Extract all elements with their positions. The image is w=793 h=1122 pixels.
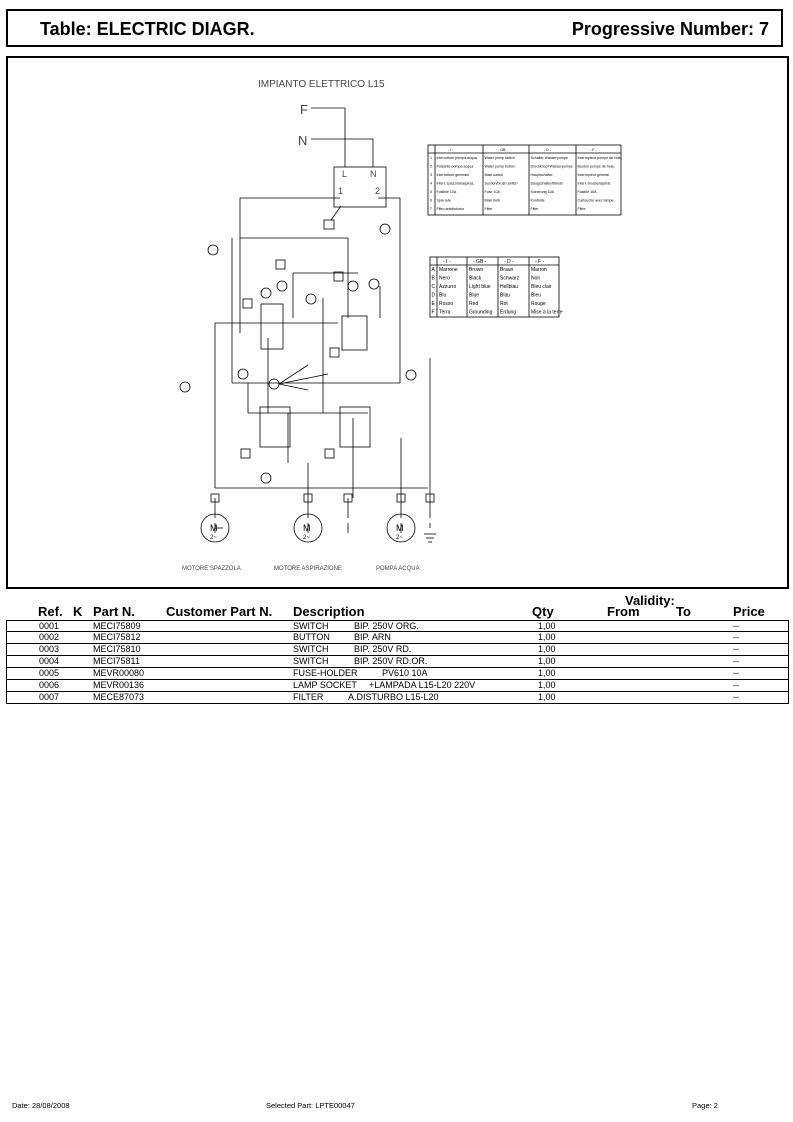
motor-phase-3: 2~ bbox=[396, 535, 403, 541]
color-table-cell: Marron bbox=[531, 267, 547, 273]
component-table-cell: 7 bbox=[430, 207, 432, 211]
component-table-cell: Interruttore pompa acqua bbox=[436, 156, 477, 160]
component-table-cell: Fusible 10A bbox=[577, 190, 597, 194]
ref-cell: 0002 bbox=[39, 632, 60, 642]
supply-label-n: N bbox=[298, 133, 308, 148]
col-to: To bbox=[676, 604, 691, 619]
ref-cell: 0003 bbox=[39, 644, 60, 654]
component-table-cell: 6 bbox=[430, 198, 432, 203]
color-table-cell: Blu bbox=[439, 292, 447, 299]
table-row bbox=[6, 668, 789, 680]
ref-cell: 0006 bbox=[39, 680, 60, 690]
color-table-cell: Bleu clair bbox=[531, 284, 552, 290]
component-table-cell: Pulsante pompa acqua bbox=[436, 164, 474, 169]
desc-detail-cell: A.DISTURBO L15-L20 bbox=[348, 692, 439, 702]
component-table-cell: Interruttore generale bbox=[436, 173, 470, 177]
progressive-number: Progressive Number: 7 bbox=[571, 19, 769, 39]
col-qty: Qty bbox=[532, 604, 554, 619]
component-table-cell: Water pump button bbox=[484, 164, 515, 169]
color-table-cell: Brown bbox=[469, 267, 484, 273]
terminal-label-1: 1 bbox=[338, 186, 344, 196]
part-cell: MECI75809 bbox=[93, 621, 141, 631]
desc-cell: SWITCH bbox=[293, 656, 329, 666]
motor-phase-1: 2~ bbox=[210, 535, 217, 541]
component-table-cell: Interrupteur pompe de l'eau bbox=[577, 156, 622, 160]
part-cell: MECE87073 bbox=[93, 692, 145, 702]
color-table-cell: Braun bbox=[500, 267, 514, 273]
qty-cell: 1,00 bbox=[538, 692, 556, 702]
footer-date: Date: 28/08/2008 bbox=[12, 1101, 70, 1110]
component-table-cell: Sicherung 10A bbox=[530, 190, 555, 194]
qty-cell: 1,00 bbox=[538, 656, 556, 666]
motor-symbol-2: M bbox=[303, 523, 311, 533]
color-table bbox=[432, 259, 563, 316]
component-table-cell: Hauptschalter bbox=[530, 173, 553, 177]
table-row bbox=[6, 692, 789, 704]
table-title: Table: ELECTRIC DIAGR. bbox=[40, 19, 255, 39]
footer-page: Page: 2 bbox=[692, 1101, 718, 1110]
color-table-cell: Terra bbox=[439, 309, 451, 316]
component-table-cell: Interrupteur general bbox=[577, 173, 610, 177]
price-cell: -- bbox=[733, 621, 739, 631]
component-table-cell: Fuse 10A bbox=[484, 190, 500, 194]
color-table-cell: Rot bbox=[500, 301, 508, 307]
color-table-cell: Mise a la terre bbox=[531, 309, 563, 316]
component-table-cell: Fusibile 10A bbox=[436, 190, 457, 194]
component-table bbox=[430, 148, 622, 211]
price-cell: -- bbox=[733, 656, 739, 666]
color-table-header: - GB - bbox=[473, 259, 487, 265]
qty-cell: 1,00 bbox=[538, 632, 556, 642]
color-table-cell: A bbox=[431, 267, 435, 273]
qty-cell: 1,00 bbox=[538, 668, 556, 678]
motor-phase-2: 2~ bbox=[303, 535, 310, 541]
price-cell: -- bbox=[733, 692, 739, 702]
component-table-cell: Water pump switch bbox=[484, 156, 515, 160]
motor-symbol-1: M bbox=[210, 523, 218, 533]
validity-label: Validity: bbox=[625, 593, 675, 608]
desc-cell: LAMP SOCKET bbox=[293, 680, 357, 690]
color-table-cell: Light blue bbox=[469, 284, 491, 290]
color-table-cell: Blue bbox=[469, 292, 480, 299]
color-table-header: - F - bbox=[535, 259, 545, 265]
ref-cell: 0001 bbox=[39, 621, 60, 631]
component-table-cell: Kontrolle bbox=[530, 198, 545, 203]
price-cell: -- bbox=[733, 632, 739, 642]
col-from: From bbox=[607, 604, 640, 619]
part-cell: MEVR00136 bbox=[93, 680, 145, 690]
col-k: K bbox=[73, 604, 83, 619]
table-row bbox=[6, 680, 789, 692]
part-cell: MEVR00080 bbox=[93, 668, 145, 678]
desc-detail-cell: PV610 10A bbox=[382, 668, 428, 678]
terminal-label-n: N bbox=[370, 169, 377, 179]
color-table-cell: Noir bbox=[531, 275, 541, 282]
electric-diagram bbox=[6, 56, 789, 589]
color-table-cell: B bbox=[431, 275, 435, 282]
col-ref: Ref. bbox=[38, 604, 63, 619]
component-table-cell: Saugschalter/Bürste bbox=[530, 181, 563, 186]
color-table-cell: Marrone bbox=[439, 267, 458, 273]
color-table-cell: Rouge bbox=[531, 301, 546, 307]
color-table-header: - D - bbox=[504, 259, 514, 265]
color-table-cell: E bbox=[431, 301, 435, 307]
price-cell: -- bbox=[733, 680, 739, 690]
motor-caption-suction: MOTORE ASPIRAZIONE bbox=[274, 566, 342, 572]
component-table-cell: 1 bbox=[430, 156, 432, 160]
motor-caption-pump: POMPA ACQUA bbox=[376, 566, 420, 572]
terminal-label-2: 2 bbox=[375, 186, 381, 196]
color-table-cell: F bbox=[431, 309, 435, 316]
component-table-header: - GB - bbox=[498, 148, 508, 152]
component-table-cell: Druckknopf Wasserpumpe bbox=[530, 164, 573, 169]
component-table-cell: 4 bbox=[430, 181, 432, 186]
component-table-cell: Main bulb bbox=[484, 198, 501, 203]
wiring-schematic bbox=[8, 58, 787, 587]
component-table-cell: Interr. spazzola/aspiraz. bbox=[436, 181, 475, 186]
supply-label-f: F bbox=[300, 102, 308, 117]
component-table-header: - D - bbox=[544, 148, 551, 152]
desc-cell: SWITCH bbox=[293, 644, 329, 654]
color-table-cell: Blau bbox=[500, 292, 511, 299]
component-table-cell: Interr. brosse/aspirat. bbox=[577, 181, 612, 186]
component-table-cell: 5 bbox=[430, 190, 432, 194]
ref-cell: 0004 bbox=[39, 656, 60, 666]
price-cell: -- bbox=[733, 644, 739, 654]
color-table-cell: Bleu bbox=[531, 292, 542, 299]
part-cell: MECI75812 bbox=[93, 632, 141, 642]
component-table-cell: Spia rete bbox=[436, 198, 451, 203]
component-table-header: - I - bbox=[448, 148, 454, 152]
color-table-cell: C bbox=[431, 284, 436, 290]
component-table-cell: Filtro antidisturbo bbox=[436, 207, 465, 211]
table-row bbox=[6, 632, 789, 644]
component-table-cell: Schalter Wasserpumpe bbox=[530, 156, 568, 160]
component-table-cell: Filtre bbox=[577, 207, 586, 211]
table-row bbox=[6, 620, 789, 632]
desc-detail-cell: BIP. 250V RD.OR. bbox=[354, 656, 428, 666]
component-table-cell: 3 bbox=[430, 173, 432, 177]
desc-cell: SWITCH bbox=[293, 621, 329, 631]
footer-selected-part: Selected Part: LPTE00047 bbox=[266, 1101, 355, 1110]
component-table-cell: Cartouche avec lampe bbox=[577, 198, 614, 203]
part-cell: MECI75810 bbox=[93, 644, 141, 654]
component-table-cell: Filter bbox=[484, 207, 493, 211]
desc-cell: BUTTON bbox=[293, 632, 330, 642]
col-part: Part N. bbox=[93, 604, 135, 619]
desc-detail-cell: BIP. 250V ORG. bbox=[354, 621, 419, 631]
terminal-label-l: L bbox=[342, 169, 348, 179]
component-table-cell: Main switch bbox=[484, 173, 504, 177]
color-table-cell: Red bbox=[469, 301, 479, 307]
price-cell: -- bbox=[733, 668, 739, 678]
table-row bbox=[6, 656, 789, 668]
col-price: Price bbox=[733, 604, 765, 619]
color-table-cell: Schwarz bbox=[500, 275, 520, 282]
qty-cell: 1,00 bbox=[538, 644, 556, 654]
col-customer: Customer Part N. bbox=[166, 604, 273, 619]
part-cell: MECI75811 bbox=[93, 656, 140, 666]
desc-detail-cell: +LAMPADA L15-L20 220V bbox=[369, 680, 476, 690]
qty-cell: 1,00 bbox=[538, 680, 556, 690]
motor-caption-brush: MOTORE SPAZZOLA bbox=[182, 566, 241, 572]
parts-table bbox=[6, 620, 789, 704]
ref-cell: 0005 bbox=[39, 668, 60, 678]
color-table-cell: Rosso bbox=[439, 301, 454, 307]
color-table-cell: D bbox=[431, 292, 436, 299]
page-header bbox=[6, 9, 783, 47]
desc-detail-cell: BIP. 250V RD. bbox=[354, 644, 412, 654]
color-table-cell: Erdung bbox=[500, 309, 517, 316]
component-table-cell: Bouton pompe de l'eau bbox=[577, 164, 615, 169]
color-table-cell: Azzurro bbox=[439, 284, 457, 290]
color-table-cell: Grounding bbox=[469, 309, 493, 316]
parts-table-header bbox=[0, 594, 793, 620]
component-table-cell: Suction/brush switch bbox=[484, 181, 518, 186]
desc-cell: FUSE-HOLDER bbox=[293, 668, 358, 678]
motor-symbol-3: M bbox=[396, 523, 404, 533]
component-table-cell: Filter bbox=[530, 207, 539, 211]
qty-cell: 1,00 bbox=[538, 621, 556, 631]
color-table-header: - I - bbox=[443, 259, 451, 265]
diagram-title: IMPIANTO ELETTRICO L15 bbox=[258, 79, 385, 90]
desc-detail-cell: BIP. ARN bbox=[354, 632, 391, 642]
component-table-cell: 2 bbox=[430, 164, 432, 169]
color-table-cell: Black bbox=[469, 275, 482, 282]
color-table-cell: Hellblau bbox=[500, 284, 519, 290]
component-table-header: - F - bbox=[590, 148, 597, 152]
ref-cell: 0007 bbox=[39, 692, 60, 702]
color-table-cell: Nero bbox=[439, 275, 450, 282]
desc-cell: FILTER bbox=[293, 692, 324, 702]
table-row bbox=[6, 644, 789, 656]
col-description: Description bbox=[293, 604, 365, 619]
